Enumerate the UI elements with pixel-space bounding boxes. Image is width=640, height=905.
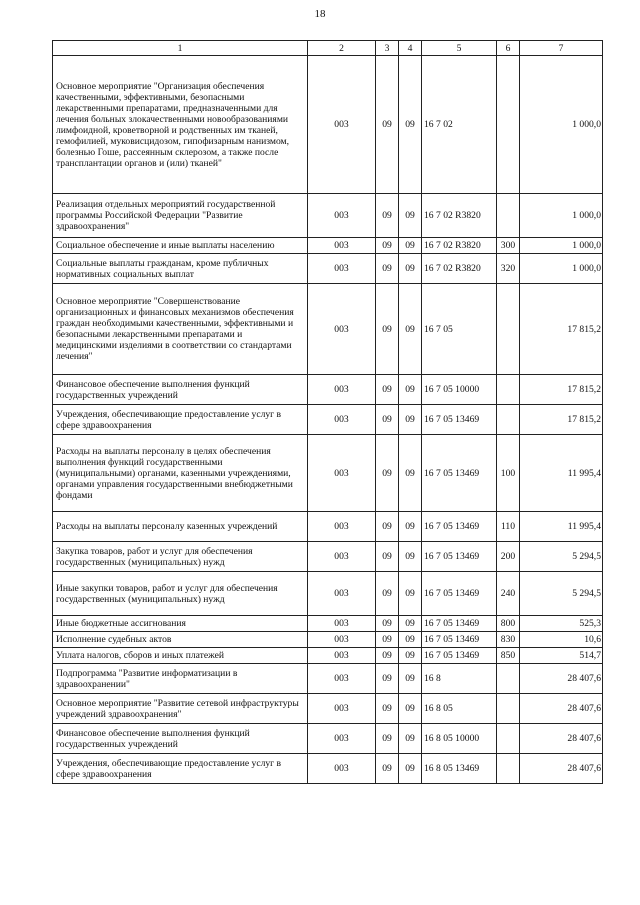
row-name: Иные бюджетные ассигнования <box>53 616 308 632</box>
section-code: 09 <box>376 56 399 194</box>
amount: 17 815,2 <box>520 284 603 375</box>
column-header: 5 <box>422 41 497 56</box>
section-code: 09 <box>376 284 399 375</box>
subsection-code: 09 <box>399 754 422 784</box>
target-article-code: 16 7 05 13469 <box>422 648 497 664</box>
amount: 28 407,6 <box>520 724 603 754</box>
table-row <box>53 254 603 284</box>
target-article-code: 16 7 05 13469 <box>422 572 497 616</box>
section-code: 09 <box>376 254 399 284</box>
table-row <box>53 542 603 572</box>
ministry-code: 003 <box>308 754 376 784</box>
row-name: Основное мероприятие "Организация обеспечения качественными, эффективными, безопасными лекарственными препаратами, предназначенными для лечения больных злокачественными новообразованиями лимфоидной, кроветворной и родственных им тканей, гемофилией, муковисцидозом, гипофизарным нанизмом, болезнью Гоше, рассеянным склерозом, а также после трансплантации органов и (или) тканей" <box>53 56 308 194</box>
ministry-code: 003 <box>308 724 376 754</box>
table-row <box>53 238 603 254</box>
ministry-code: 003 <box>308 56 376 194</box>
amount: 17 815,2 <box>520 405 603 435</box>
ministry-code: 003 <box>308 694 376 724</box>
subsection-code: 09 <box>399 238 422 254</box>
column-header: 1 <box>53 41 308 56</box>
row-name: Реализация отдельных мероприятий государственной программы Российской Федерации "Развитие здравоохранения" <box>53 194 308 238</box>
expense-type-code: 830 <box>497 632 520 648</box>
table-row <box>53 754 603 784</box>
target-article-code: 16 8 <box>422 664 497 694</box>
table-row <box>53 648 603 664</box>
row-name: Уплата налогов, сборов и иных платежей <box>53 648 308 664</box>
column-header: 7 <box>520 41 603 56</box>
section-code: 09 <box>376 724 399 754</box>
row-name: Исполнение судебных актов <box>53 632 308 648</box>
target-article-code: 16 7 05 13469 <box>422 512 497 542</box>
expense-type-code <box>497 754 520 784</box>
subsection-code: 09 <box>399 694 422 724</box>
table-row <box>53 616 603 632</box>
amount: 11 995,4 <box>520 435 603 512</box>
target-article-code: 16 7 05 <box>422 284 497 375</box>
expense-type-code: 110 <box>497 512 520 542</box>
expense-type-code: 800 <box>497 616 520 632</box>
subsection-code: 09 <box>399 512 422 542</box>
row-name: Социальное обеспечение и иные выплаты населению <box>53 238 308 254</box>
ministry-code: 003 <box>308 254 376 284</box>
ministry-code: 003 <box>308 648 376 664</box>
expense-type-code: 320 <box>497 254 520 284</box>
budget-table <box>52 40 603 784</box>
ministry-code: 003 <box>308 542 376 572</box>
subsection-code: 09 <box>399 632 422 648</box>
expense-type-code: 200 <box>497 542 520 572</box>
section-code: 09 <box>376 648 399 664</box>
row-name: Подпрограмма "Развитие информатизации в здравоохранении" <box>53 664 308 694</box>
amount: 1 000,0 <box>520 194 603 238</box>
table-row <box>53 56 603 194</box>
expense-type-code <box>497 375 520 405</box>
section-code: 09 <box>376 616 399 632</box>
expense-type-code <box>497 284 520 375</box>
subsection-code: 09 <box>399 284 422 375</box>
subsection-code: 09 <box>399 542 422 572</box>
table-row <box>53 405 603 435</box>
table-row <box>53 512 603 542</box>
table-row <box>53 572 603 616</box>
subsection-code: 09 <box>399 648 422 664</box>
expense-type-code: 850 <box>497 648 520 664</box>
column-header: 4 <box>399 41 422 56</box>
row-name: Учреждения, обеспечивающие предоставление услуг в сфере здравоохранения <box>53 754 308 784</box>
target-article-code: 16 8 05 10000 <box>422 724 497 754</box>
target-article-code: 16 7 05 10000 <box>422 375 497 405</box>
section-code: 09 <box>376 405 399 435</box>
section-code: 09 <box>376 194 399 238</box>
amount: 5 294,5 <box>520 572 603 616</box>
row-name: Закупка товаров, работ и услуг для обеспечения государственных (муниципальных) нужд <box>53 542 308 572</box>
subsection-code: 09 <box>399 572 422 616</box>
section-code: 09 <box>376 512 399 542</box>
amount: 5 294,5 <box>520 542 603 572</box>
table-header-row <box>53 41 603 56</box>
target-article-code: 16 7 05 13469 <box>422 542 497 572</box>
amount: 525,3 <box>520 616 603 632</box>
expense-type-code <box>497 194 520 238</box>
table-row <box>53 375 603 405</box>
row-name: Расходы на выплаты персоналу казенных учреждений <box>53 512 308 542</box>
expense-type-code <box>497 405 520 435</box>
section-code: 09 <box>376 694 399 724</box>
subsection-code: 09 <box>399 254 422 284</box>
table-row <box>53 694 603 724</box>
row-name: Финансовое обеспечение выполнения функций государственных учреждений <box>53 375 308 405</box>
ministry-code: 003 <box>308 435 376 512</box>
section-code: 09 <box>376 435 399 512</box>
target-article-code: 16 8 05 <box>422 694 497 724</box>
subsection-code: 09 <box>399 375 422 405</box>
row-name: Финансовое обеспечение выполнения функций государственных учреждений <box>53 724 308 754</box>
section-code: 09 <box>376 632 399 648</box>
amount: 1 000,0 <box>520 56 603 194</box>
section-code: 09 <box>376 664 399 694</box>
amount: 1 000,0 <box>520 254 603 284</box>
target-article-code: 16 7 05 13469 <box>422 616 497 632</box>
table-row <box>53 194 603 238</box>
target-article-code: 16 7 02 <box>422 56 497 194</box>
target-article-code: 16 7 02 R3820 <box>422 194 497 238</box>
table-row <box>53 435 603 512</box>
ministry-code: 003 <box>308 664 376 694</box>
amount: 11 995,4 <box>520 512 603 542</box>
amount: 28 407,6 <box>520 694 603 724</box>
target-article-code: 16 7 05 13469 <box>422 632 497 648</box>
subsection-code: 09 <box>399 616 422 632</box>
target-article-code: 16 7 02 R3820 <box>422 254 497 284</box>
expense-type-code: 240 <box>497 572 520 616</box>
expense-type-code <box>497 694 520 724</box>
row-name: Учреждения, обеспечивающие предоставление услуг в сфере здравоохранения <box>53 405 308 435</box>
amount: 17 815,2 <box>520 375 603 405</box>
ministry-code: 003 <box>308 194 376 238</box>
subsection-code: 09 <box>399 664 422 694</box>
ministry-code: 003 <box>308 572 376 616</box>
row-name: Основное мероприятие "Развитие сетевой инфраструктуры учреждений здравоохранения" <box>53 694 308 724</box>
ministry-code: 003 <box>308 632 376 648</box>
amount: 10,6 <box>520 632 603 648</box>
target-article-code: 16 7 05 13469 <box>422 435 497 512</box>
expense-type-code: 100 <box>497 435 520 512</box>
section-code: 09 <box>376 375 399 405</box>
table-row <box>53 284 603 375</box>
section-code: 09 <box>376 754 399 784</box>
row-name: Иные закупки товаров, работ и услуг для обеспечения государственных (муниципальных) нужд <box>53 572 308 616</box>
column-header: 3 <box>376 41 399 56</box>
subsection-code: 09 <box>399 194 422 238</box>
ministry-code: 003 <box>308 616 376 632</box>
section-code: 09 <box>376 238 399 254</box>
row-name: Основное мероприятие "Совершенствование организационных и финансовых механизмов обеспечения граждан необходимыми качественными, эффективными и безопасными лекарственными препаратами и медицинскими изделиями в соответствии со стандартами лечения" <box>53 284 308 375</box>
subsection-code: 09 <box>399 724 422 754</box>
target-article-code: 16 8 05 13469 <box>422 754 497 784</box>
ministry-code: 003 <box>308 405 376 435</box>
column-header: 6 <box>497 41 520 56</box>
expense-type-code <box>497 664 520 694</box>
subsection-code: 09 <box>399 56 422 194</box>
section-code: 09 <box>376 542 399 572</box>
target-article-code: 16 7 02 R3820 <box>422 238 497 254</box>
amount: 1 000,0 <box>520 238 603 254</box>
expense-type-code <box>497 724 520 754</box>
table-row <box>53 724 603 754</box>
table-row <box>53 664 603 694</box>
ministry-code: 003 <box>308 512 376 542</box>
expense-type-code <box>497 56 520 194</box>
amount: 28 407,6 <box>520 664 603 694</box>
row-name: Расходы на выплаты персоналу в целях обеспечения выполнения функций государственными (муниципальными) органами, казенными учреждениями, органами управления государственными внебюджетными фондами <box>53 435 308 512</box>
subsection-code: 09 <box>399 435 422 512</box>
target-article-code: 16 7 05 13469 <box>422 405 497 435</box>
expense-type-code: 300 <box>497 238 520 254</box>
ministry-code: 003 <box>308 238 376 254</box>
section-code: 09 <box>376 572 399 616</box>
table-row <box>53 632 603 648</box>
subsection-code: 09 <box>399 405 422 435</box>
amount: 514,7 <box>520 648 603 664</box>
column-header: 2 <box>308 41 376 56</box>
ministry-code: 003 <box>308 284 376 375</box>
row-name: Социальные выплаты гражданам, кроме публичных нормативных социальных выплат <box>53 254 308 284</box>
page-number: 18 <box>314 8 326 20</box>
ministry-code: 003 <box>308 375 376 405</box>
amount: 28 407,6 <box>520 754 603 784</box>
